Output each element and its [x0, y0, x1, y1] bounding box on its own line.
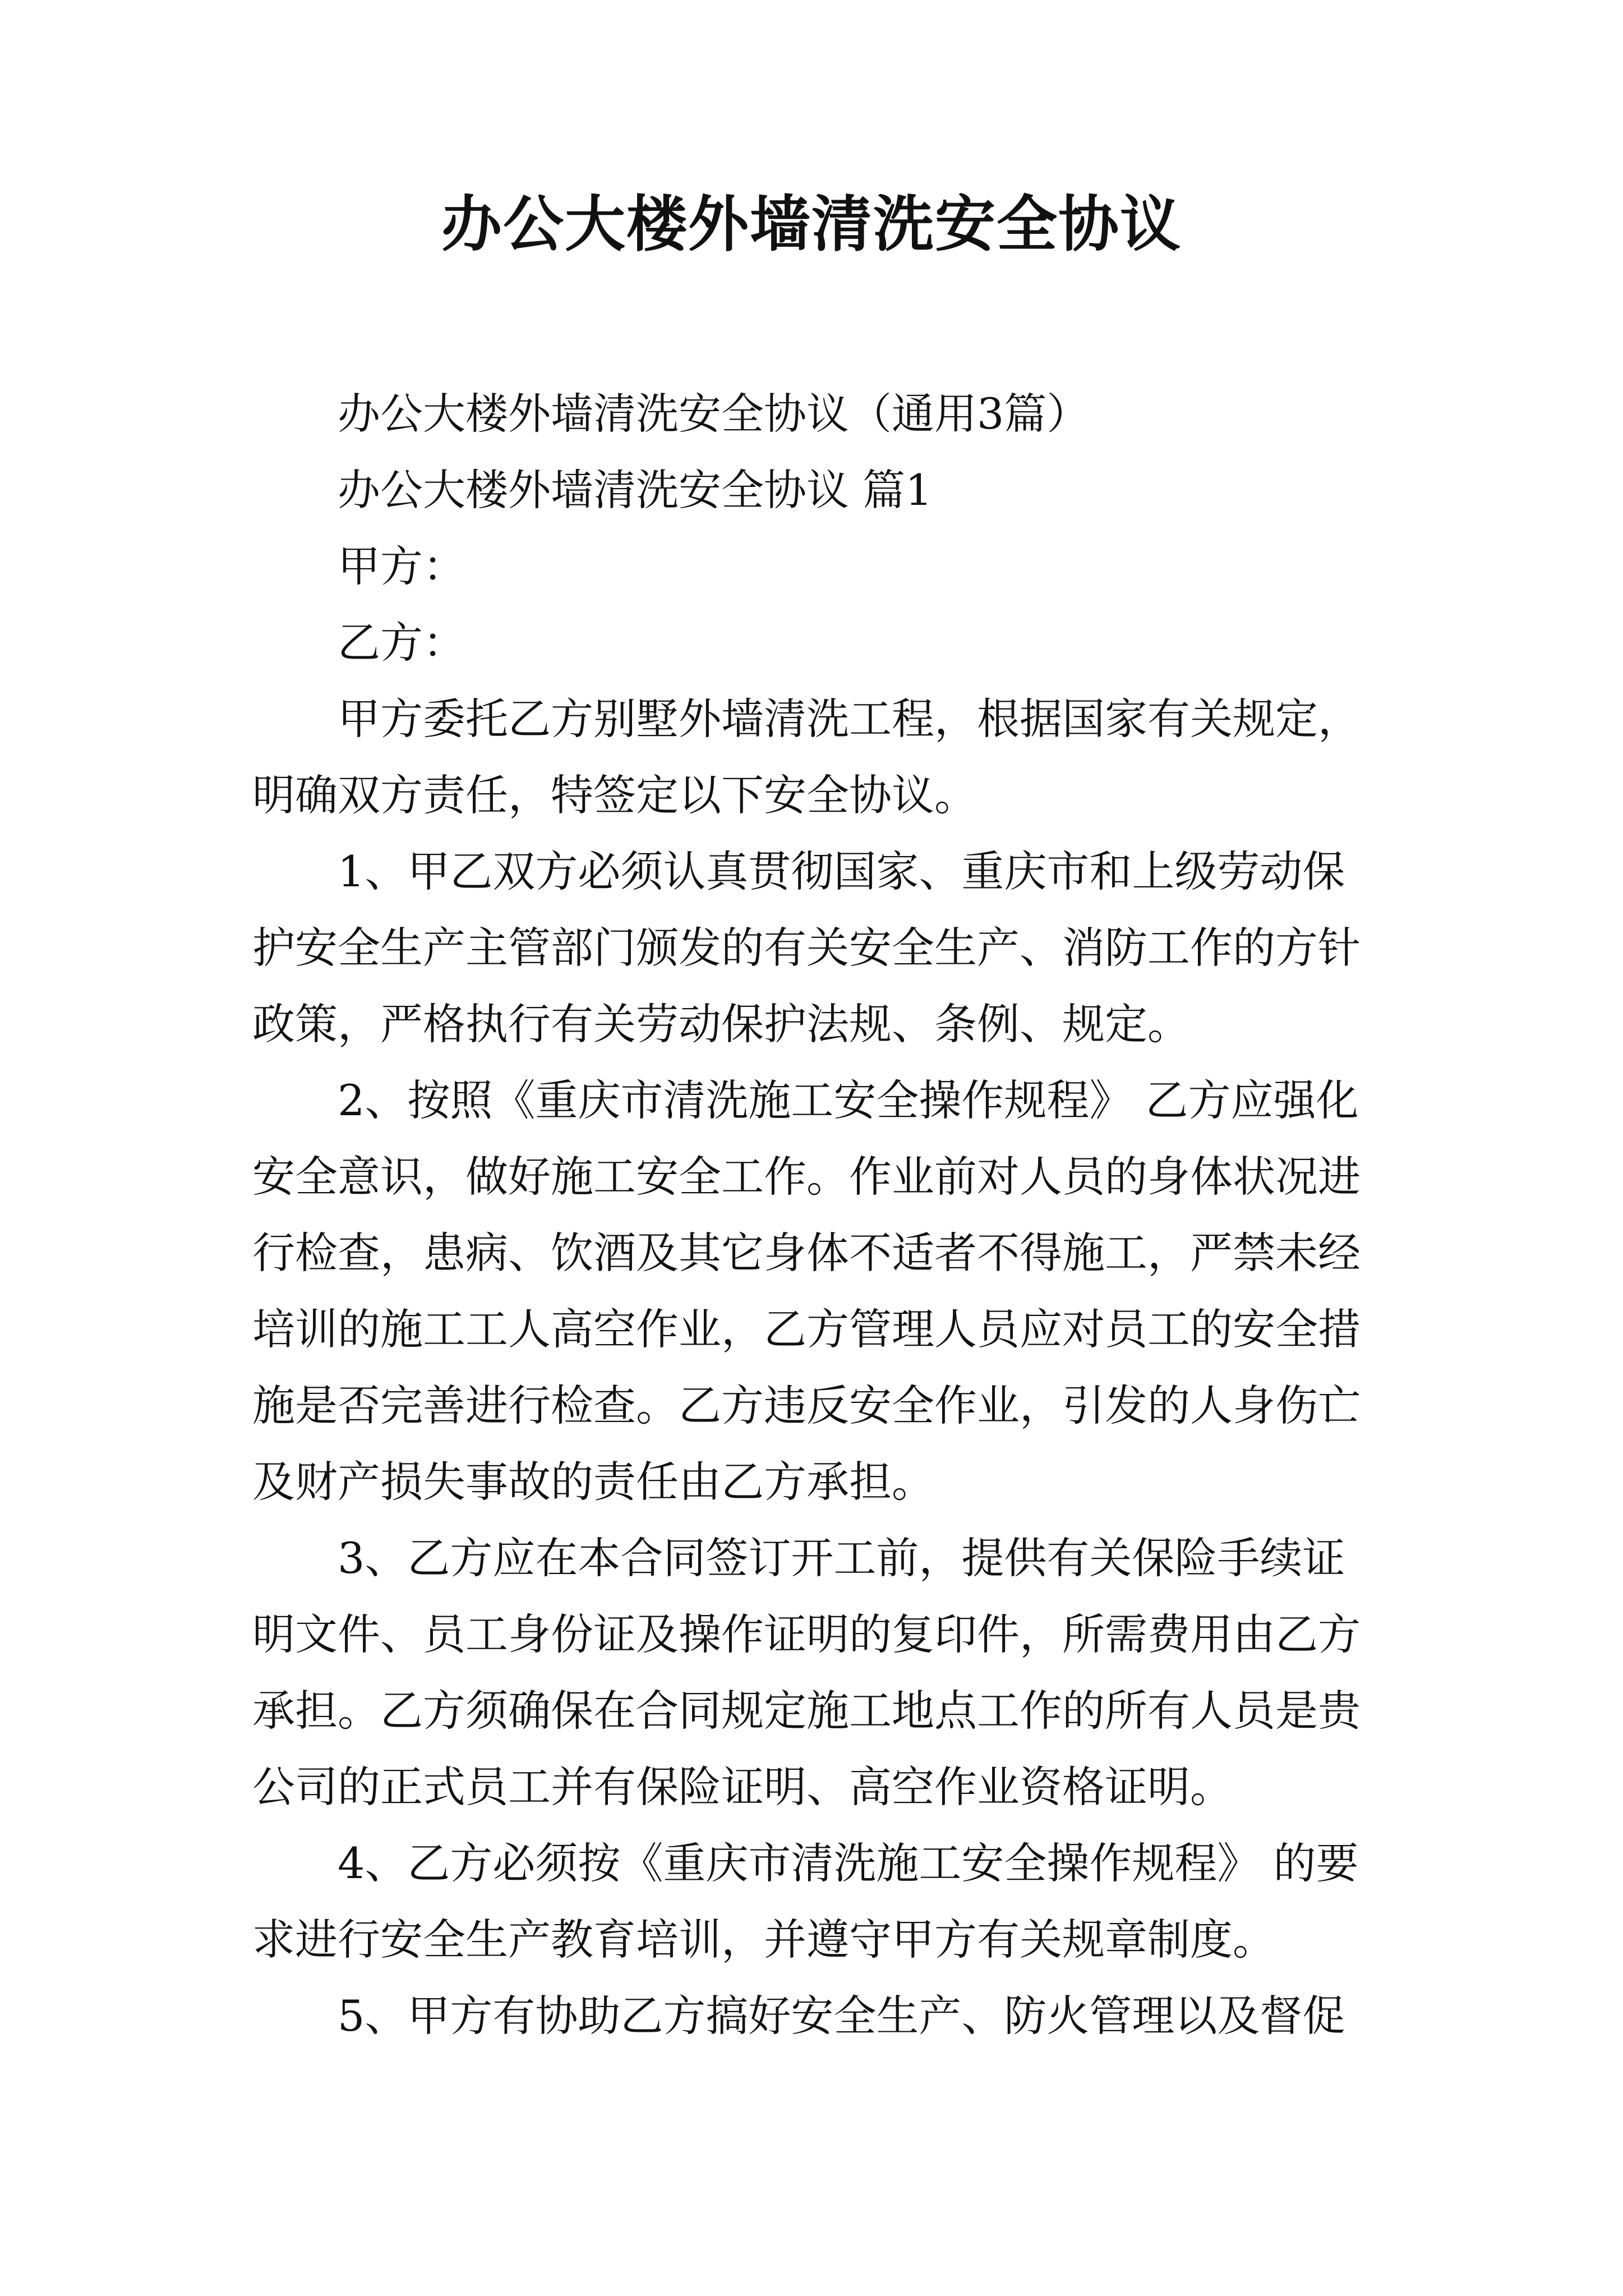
paragraph-line: 甲方委托乙方别墅外墙清洗工程，根据国家有关规定， [338, 694, 1361, 744]
document-body [252, 376, 1385, 2054]
clause-1-line: 1、甲乙双方必须认真贯彻国家、重庆市和上级劳动保 [338, 846, 1345, 896]
clause-3-line: 公司的正式员工并有保险证明、高空作业资格证明。 [252, 1762, 1233, 1812]
paragraph-line: 明确双方责任，特签定以下安全协议。 [252, 770, 977, 820]
clause-2-line: 2、按照《重庆市清洗施工安全操作规程》 乙方应强化 [338, 1075, 1359, 1125]
subtitle-line: 办公大楼外墙清洗安全协议（通用3篇） [338, 389, 1090, 439]
clause-5-line: 5、甲方有协助乙方搞好安全生产、防火管理以及督促 [338, 1991, 1345, 2041]
clause-2-line: 施是否完善进行检查。乙方违反安全作业，引发的人身伤亡 [252, 1381, 1361, 1430]
party-b-line: 乙方： [338, 618, 465, 668]
clause-1-line: 政策，严格执行有关劳动保护法规、条例、规定。 [252, 999, 1190, 1049]
clause-2-line: 行检查，患病、饮酒及其它身体不适者不得施工，严禁未经 [252, 1228, 1361, 1278]
section-heading: 办公大楼外墙清洗安全协议 篇1 [338, 465, 933, 515]
clause-1-line: 护安全生产主管部门颁发的有关安全生产、消防工作的方针 [252, 923, 1361, 973]
clause-2-line: 培训的施工工人高空作业，乙方管理人员应对员工的安全措 [252, 1304, 1361, 1354]
clause-4-line: 求进行安全生产教育培训，并遵守甲方有关规章制度。 [252, 1915, 1275, 1964]
clause-4-line: 4、乙方必须按《重庆市清洗施工安全操作规程》 的要 [338, 1838, 1359, 1888]
clause-3-line: 明文件、员工身份证及操作证明的复印件，所需费用由乙方 [252, 1609, 1361, 1659]
clause-2-line: 及财产损失事故的责任由乙方承担。 [252, 1457, 934, 1507]
document-title: 办公大楼外墙清洗安全协议 [441, 189, 1182, 260]
party-a-line: 甲方： [338, 541, 465, 591]
clause-3-line: 3、乙方应在本合同签订开工前，提供有关保险手续证 [338, 1533, 1345, 1583]
clause-2-line: 安全意识，做好施工安全工作。作业前对人员的身体状况进 [252, 1152, 1361, 1202]
clause-3-line: 承担。乙方须确保在合同规定施工地点工作的所有人员是贵 [252, 1686, 1361, 1736]
